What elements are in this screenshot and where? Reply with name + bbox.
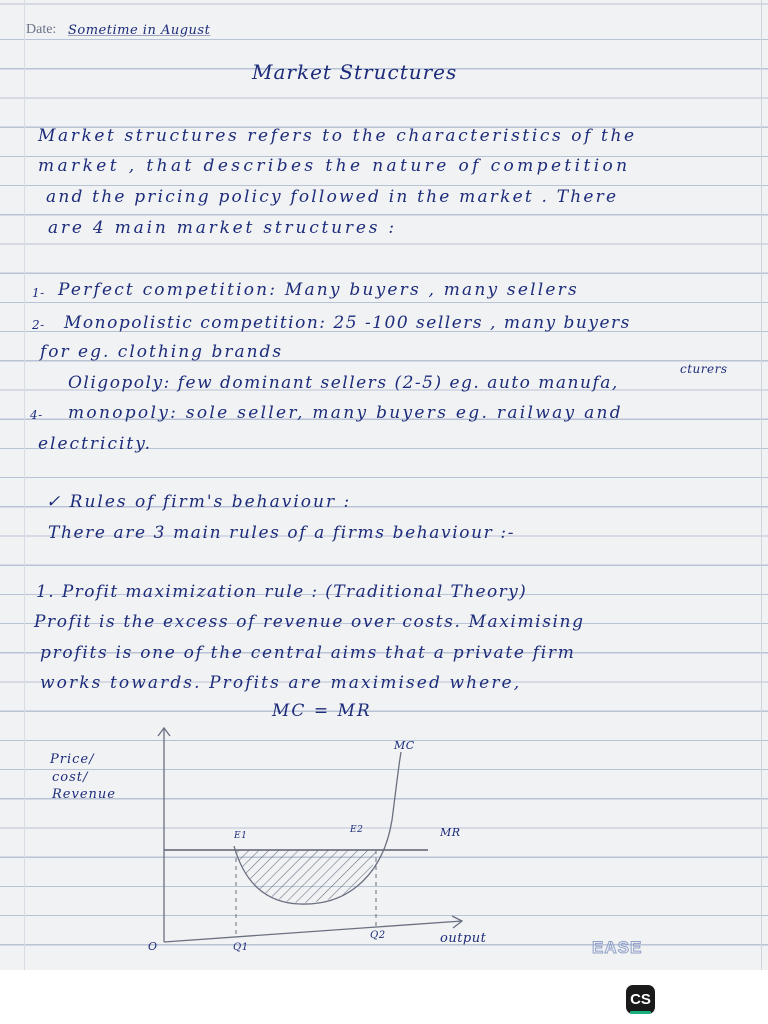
intro-line-1: Market structures refers to the characteristics of the bbox=[38, 126, 637, 146]
structure-item-2: Monopolistic competition: 25 -100 sellers , many buyers bbox=[64, 313, 631, 333]
e2-label: E2 bbox=[350, 825, 364, 835]
structure-item-2-example: for eg. clothing brands bbox=[40, 342, 284, 362]
origin-label: O bbox=[148, 940, 158, 953]
structure-number-1: 1- bbox=[32, 286, 45, 300]
mc-label: MC bbox=[394, 739, 415, 752]
intro-line-2: market , that describes the nature of competition bbox=[38, 156, 631, 176]
structure-item-3: Oligopoly: few dominant sellers (2-5) eg. auto manufa, bbox=[68, 373, 619, 393]
structure-number-4: 4- bbox=[30, 408, 43, 422]
structure-item-4-cont: electricity. bbox=[38, 434, 153, 454]
x-axis bbox=[164, 921, 462, 942]
mr-label: MR bbox=[440, 826, 461, 839]
structure-superscript: cturers bbox=[680, 362, 728, 376]
ease-watermark: EASE bbox=[592, 938, 643, 957]
y-axis-label-3: Revenue bbox=[52, 787, 116, 802]
rule-1-line-2: profits is one of the central aims that a private firm bbox=[40, 643, 576, 663]
y-axis-label-2: cost/ bbox=[52, 770, 89, 785]
rule-1-heading: 1. Profit maximization rule : (Traditional Theory) bbox=[36, 582, 528, 602]
profit-area bbox=[236, 850, 376, 903]
intro-line-4: are 4 main market structures : bbox=[48, 218, 397, 238]
structure-item-4: monopoly: sole seller, many buyers eg. railway and bbox=[68, 403, 623, 423]
e1-label: E1 bbox=[234, 831, 248, 841]
page-title: Market Structures bbox=[252, 60, 458, 84]
q1-label: Q1 bbox=[233, 942, 249, 953]
y-axis-label-1: Price/ bbox=[50, 752, 95, 767]
q2-label: Q2 bbox=[370, 930, 386, 941]
rule-1-equation: MC = MR bbox=[272, 701, 372, 721]
structure-item-1: Perfect competition: Many buyers , many sellers bbox=[58, 280, 579, 300]
rule-1-line-3: works towards. Profits are maximised where, bbox=[40, 673, 522, 693]
date-label: Date: bbox=[26, 22, 57, 37]
intro-line-3: and the pricing policy followed in the market . There bbox=[46, 187, 619, 207]
rules-heading: ✓ Rules of firm's behaviour : bbox=[46, 492, 352, 512]
structure-number-2: 2- bbox=[32, 318, 45, 332]
rule-1-line-1: Profit is the excess of revenue over costs. Maximising bbox=[34, 612, 585, 632]
x-axis-label: output bbox=[440, 931, 487, 946]
date-value: Sometime in August bbox=[68, 23, 211, 38]
camscanner-logo: CS bbox=[626, 985, 655, 1014]
rules-intro: There are 3 main rules of a firms behaviour :- bbox=[48, 523, 516, 543]
